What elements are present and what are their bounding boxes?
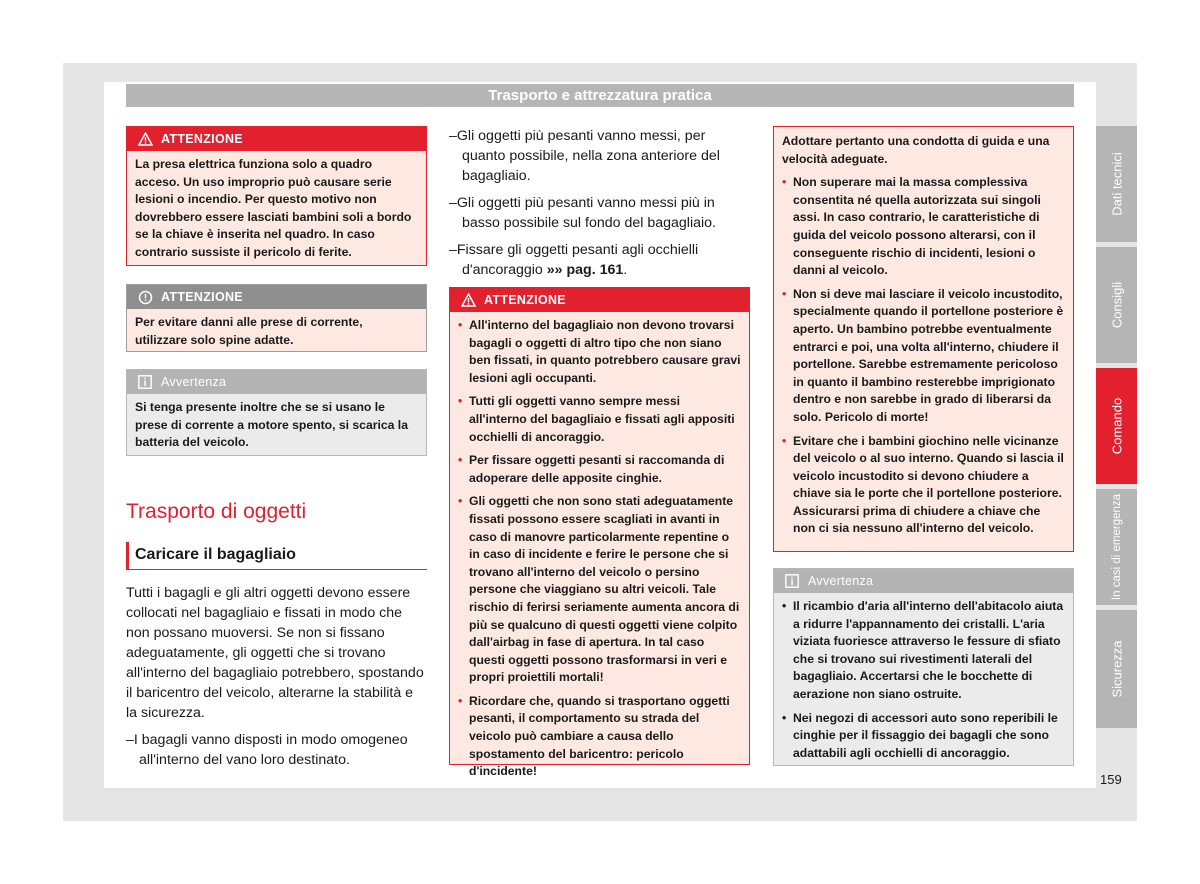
intro-paragraph: Tutti i bagagli e gli altri oggetti devono essere collocati nel bagagliaio e fissati in modo che non possano muoversi. Se non si fissano adeguatamente, gli oggetti che si trovano all'interno del bagagliaio potrebbero, spostando il baricentro del veicolo, alterarne la stabilità e la sicurezza. <box>126 585 424 721</box>
warning-text: Per evitare danni alle prese di corrente, utilizzare solo spine adatte. <box>135 315 363 347</box>
column-right <box>773 126 1074 766</box>
note-text: Si tenga presente inoltre che se si usano le prese di corrente a motore spento, si scarica la batteria del veicolo. <box>135 400 408 450</box>
info-icon <box>784 573 800 589</box>
note-label: Avvertenza <box>808 574 874 588</box>
column-middle <box>449 126 750 779</box>
warning-box-continued <box>773 126 1074 552</box>
note-bullets <box>774 593 1073 769</box>
sidetab-emergenza[interactable]: In casi di emergenza <box>1096 489 1137 605</box>
sidetab-dati-tecnici[interactable]: Dati tecnici <box>1096 126 1137 242</box>
note-bullet: • Nei negozi di accessori auto sono reperibili le cinghie per il fissaggio dei bagagli che sono adattabili agli occhielli di ancoraggio. <box>782 710 1065 763</box>
sidetab-consigli[interactable]: Consigli <box>1096 247 1137 363</box>
column-left <box>126 126 427 456</box>
dash-item: – Gli oggetti più pesanti vanno messi più in basso possibile sul fondo del bagagliaio. <box>449 193 750 233</box>
chapter-header: Trasporto e attrezzatura pratica <box>126 84 1074 107</box>
dash-item-anchor: – Fissare gli oggetti pesanti agli occhielli d'ancoraggio »» pag. 161. <box>449 240 750 280</box>
warning-box-socket <box>126 126 427 266</box>
warning-bullet: • Non superare mai la massa complessiva consentita né quella autorizzata sui singoli assi. In caso contrario, le caratteristiche di guida del veicolo possono alterarsi, con il conseguente rischio di incidenti, lesioni o danni al veicolo. <box>782 174 1065 280</box>
warning-box-plugs <box>126 284 427 352</box>
warning-bullet: • Gli oggetti che non sono stati adeguatamente fissati possono essere scagliati in avanti in caso di manovre particolarmente repentine o in caso di incidente e ferire le persone che si trovano all'interno del veicolo o persino persone che viaggiano su altri veicoli. Tale rischio di ferirsi seriamente aumenta ancora di più se qualcuno di questi oggetti viene colpito dall'airbag in fase di apertura. In tal caso questi oggetti possono trasformarsi in veri e propri proiettili mortali! <box>458 493 741 687</box>
intro-paragraph-block <box>126 583 427 777</box>
page-number: 159 <box>1100 772 1122 787</box>
warning-bullet: • Ricordare che, quando si trasportano oggetti pesanti, il comportamento su strada del veicolo può cambiare a causa dello spostamento del baricentro: pericolo d'incidente! <box>458 693 741 781</box>
page-reference-link[interactable]: pag. 161 <box>566 262 624 278</box>
sidetab-comando[interactable]: Comando <box>1096 368 1137 484</box>
dash-list <box>449 126 750 280</box>
warning-triangle-icon <box>137 131 153 147</box>
warning-bullet: • Evitare che i bambini giochino nelle vicinanze del veicolo o al suo interno. Quando si lascia il veicolo incustodito si devono chiudere a chiave sia le porte che il portellone posteriore. Assicurarsi prima di chiudere a chiave che non ci sia nessuno all'interno del veicolo. <box>782 433 1065 539</box>
warning-box-luggage <box>449 287 750 779</box>
section-title: Trasporto di oggetti <box>126 500 307 523</box>
warning-intro: Adottare pertanto una condotta di guida e una velocità adeguate. <box>782 134 1050 166</box>
note-bullet: • Il ricambio d'aria all'interno dell'abitacolo aiuta a ridurre l'appannamento dei cristalli. L'aria viziata fuoriesce attraverso le fessure di sfiato che si trovano sui rivestimenti laterali del bagagliaio. Accertarsi che le bocchette di aerazione non siano ostruite. <box>782 598 1065 704</box>
warning-label: ATTENZIONE <box>161 132 243 146</box>
warning-text: La presa elettrica funziona solo a quadro acceso. Un uso improprio può causare serie lesioni o incendio. Per questo motivo non dovrebbero essere lasciati bambini soli a bordo se la chiave è inserita nel quadro. In caso contrario sussiste il pericolo di ferite. <box>135 157 412 259</box>
info-icon <box>137 374 153 390</box>
note-label: Avvertenza <box>161 375 227 389</box>
dash-item: – I bagagli vanno disposti in modo omogeneo all'interno del vano loro destinato. <box>126 730 427 770</box>
warning-bullets <box>450 312 749 788</box>
warning-label: ATTENZIONE <box>484 293 566 307</box>
sub-title: Caricare il bagagliaio <box>126 542 427 570</box>
dash-item: – Gli oggetti più pesanti vanno messi, per quanto possibile, nella zona anteriore del bagagliaio. <box>449 126 750 186</box>
warning-bullet: • Non si deve mai lasciare il veicolo incustodito, specialmente quando il portellone posteriore è aperto. Un bambino potrebbe eventualmente entrarci e poi, una volta all'interno, chiudere il portellone. Sarebbe estremamente pericoloso in quanto il bambino resterebbe imprigionato dentro e non sarebbe in grado di liberarsi da solo. Pericolo di morte! <box>782 286 1065 427</box>
cross-reference-arrows: »» <box>546 262 563 278</box>
note-box-ventilation <box>773 568 1074 766</box>
warning-bullet: • Per fissare oggetti pesanti si raccomanda di adoperare delle apposite cinghie. <box>458 452 741 487</box>
note-box-battery <box>126 369 427 456</box>
warning-label: ATTENZIONE <box>161 290 243 304</box>
warning-triangle-icon <box>460 292 476 308</box>
warning-bullets <box>774 127 1073 545</box>
warning-bullet: • All'interno del bagagliaio non devono trovarsi bagagli o oggetti di altro tipo che non siano ben fissati, in quanto potrebbero causare gravi lesioni agli occupanti. <box>458 317 741 387</box>
circle-exclamation-icon <box>137 289 153 305</box>
sidetab-sicurezza[interactable]: Sicurezza <box>1096 610 1137 728</box>
warning-bullet: • Tutti gli oggetti vanno sempre messi all'interno del bagagliaio e fissati agli appositi occhielli di ancoraggio. <box>458 393 741 446</box>
